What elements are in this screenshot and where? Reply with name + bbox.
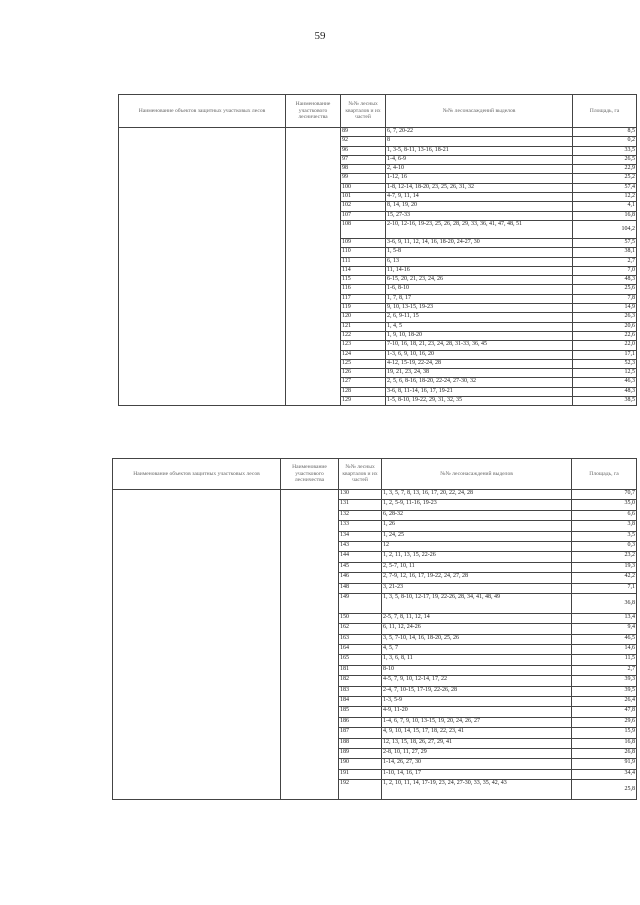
allotments-list: 8-10 [382,665,572,675]
quarter-number: 116 [341,285,386,294]
allotments-list: 1-12, 16 [386,174,573,183]
area-value: 46,5 [572,634,637,644]
area-value: 91,9 [572,759,637,769]
area-value: 34,4 [572,769,637,779]
quarter-number: 122 [341,331,386,340]
quarter-number: 99 [341,174,386,183]
quarter-number: 132 [339,510,382,520]
allotments-list: 3-6, 9, 11, 12, 14, 16, 18-20, 24-27, 30 [386,238,573,247]
quarter-number: 107 [341,211,386,220]
area-value: 9,4 [572,624,637,634]
area-value: 16,8 [573,211,637,220]
area-value: 0,3 [572,541,637,551]
quarter-number: 162 [339,624,382,634]
allotments-list: 6, 11, 12, 24-26 [382,624,572,634]
allotments-list: 3, 21-23 [382,583,572,593]
quarter-number: 127 [341,378,386,387]
table-row [119,128,637,137]
area-value: 25,2 [573,174,637,183]
quarter-number: 111 [341,257,386,266]
quarter-number: 143 [339,541,382,551]
area-value: 6,6 [572,510,637,520]
allotments-list: 6, 13 [386,257,573,266]
area-value: 22,6 [573,331,637,340]
area-value: 39,3 [572,676,637,686]
object-name-cell [113,490,281,800]
quarter-number: 126 [341,369,386,378]
allotments-list: 1-4, 6, 7, 9, 10, 13-15, 19, 20, 24, 26, 27 [382,717,572,727]
header-area: Площадь, га [572,459,637,490]
area-value: 15,9 [572,728,637,738]
area-value: 23,2 [572,552,637,562]
allotments-list: 6, 28-32 [382,510,572,520]
quarter-number: 96 [341,146,386,155]
allotments-list: 1, 9, 10, 18-20 [386,331,573,340]
allotments-list: 1, 3, 5, 8-10, 12-17, 19, 22-26, 28, 34, 41, 48, 49 [382,593,572,613]
area-value: 38,1 [573,248,637,257]
quarter-number: 108 [341,220,386,238]
allotments-list: 3, 5, 7-10, 14, 16, 18-20, 25, 26 [382,634,572,644]
allotments-list: 2-8, 10, 11, 27, 29 [382,748,572,758]
allotments-list: 1-4, 6-9 [386,155,573,164]
quarter-number: 145 [339,562,382,572]
area-value: 22,9 [573,165,637,174]
allotments-list: 1, 3, 6, 8, 11 [382,655,572,665]
quarter-number: 121 [341,322,386,331]
area-value: 39,5 [572,686,637,696]
area-value: 7,0 [573,266,637,275]
area-value: 26,8 [572,748,637,758]
area-value: 70,7 [572,490,637,500]
quarter-number: 131 [339,500,382,510]
quarter-number: 125 [341,359,386,368]
area-value: 36,8 [572,593,637,613]
allotments-list: 4, 5, 7 [382,645,572,655]
quarter-number: 123 [341,341,386,350]
allotments-list: 2, 4-10 [386,165,573,174]
header-object-name: Наименование объектов защитных участковых лесов [119,95,286,128]
quarter-number: 97 [341,155,386,164]
area-value: 13,4 [572,613,637,623]
allotments-list: 1, 26 [382,521,572,531]
allotments-list: 9, 10, 13-15, 19-23 [386,304,573,313]
allotments-list: 6, 7, 20-22 [386,128,573,137]
quarter-number: 163 [339,634,382,644]
area-value: 57,5 [573,238,637,247]
allotments-list: 2, 6, 9-11, 15 [386,313,573,322]
page-number: 59 [314,30,326,42]
allotments-list: 1-3, 5-9 [382,697,572,707]
allotments-list: 2, 7-9, 12, 16, 17, 19-22, 24, 27, 28 [382,573,572,583]
allotments-list: 1, 7, 8, 17 [386,294,573,303]
allotments-list: 1-3, 6, 9, 10, 16, 20 [386,350,573,359]
allotments-list: 8, 14, 19, 20 [386,202,573,211]
quarter-number: 150 [339,613,382,623]
area-value: 57,4 [573,183,637,192]
allotments-list: 19, 21, 23, 24, 38 [386,369,573,378]
forest-table-1 [118,94,637,406]
header-area: Площадь, га [573,95,637,128]
area-value: 12,2 [573,193,637,202]
quarter-number: 110 [341,248,386,257]
allotments-list: 1, 3, 5, 7, 8, 13, 16, 17, 20, 22, 24, 28 [382,490,572,500]
forest-table-2 [112,458,637,800]
quarter-number: 115 [341,276,386,285]
allotments-list: 12, 13, 15, 18, 26, 27, 29, 41 [382,738,572,748]
district-cell [286,128,341,406]
quarter-number: 184 [339,697,382,707]
quarter-number: 165 [339,655,382,665]
allotments-list: 2, 5-7, 10, 11 [382,562,572,572]
area-value: 104,2 [573,220,637,238]
quarter-number: 183 [339,686,382,696]
header-district: Наименование участкового лесничества [281,459,339,490]
area-value: 17,1 [573,350,637,359]
header-district: Наименование участкового лесничества [286,95,341,128]
allotments-list: 15, 27-33 [386,211,573,220]
area-value: 14,6 [572,645,637,655]
allotments-list: 1-14, 26, 27, 30 [382,759,572,769]
area-value: 26,3 [573,313,637,322]
quarter-number: 187 [339,728,382,738]
quarter-number: 181 [339,665,382,675]
area-value: 7,1 [572,583,637,593]
quarter-number: 164 [339,645,382,655]
quarter-number: 191 [339,769,382,779]
area-value: 46,3 [573,378,637,387]
header-allotments: №№ лесонасаждений выделов [382,459,572,490]
area-value: 3,5 [572,531,637,541]
area-value: 42,2 [572,573,637,583]
quarter-number: 144 [339,552,382,562]
quarter-number: 186 [339,717,382,727]
object-name-cell [119,128,286,406]
area-value: 19,3 [572,562,637,572]
quarter-number: 120 [341,313,386,322]
allotments-list: 1, 4, 5 [386,322,573,331]
area-value: 14,9 [573,304,637,313]
quarter-number: 114 [341,266,386,275]
quarter-number: 98 [341,165,386,174]
area-value: 26,4 [572,697,637,707]
quarter-number: 182 [339,676,382,686]
area-value: 2,7 [572,665,637,675]
header-quarters: №№ лесных кварталов и их частей [339,459,382,490]
allotments-list: 4-9, 11-20 [382,707,572,717]
area-value: 52,3 [573,359,637,368]
area-value: 3,8 [572,521,637,531]
allotments-list: 8 [386,137,573,146]
allotments-list: 6-15, 20, 21, 23, 24, 26 [386,276,573,285]
area-value: 2,7 [573,257,637,266]
allotments-list: 1-8, 12-14, 18-20, 23, 25, 26, 31, 32 [386,183,573,192]
allotments-list: 1, 3-5, 8-11, 13-16, 18-21 [386,146,573,155]
district-cell [281,490,339,800]
area-value: 33,5 [573,146,637,155]
allotments-list: 2-5, 7, 8, 11, 12, 14 [382,613,572,623]
quarter-number: 119 [341,304,386,313]
allotments-list: 1-6, 8-10 [386,285,573,294]
allotments-list: 11, 14-16 [386,266,573,275]
quarter-number: 189 [339,748,382,758]
allotments-list: 2, 5, 6, 8-16, 18-20, 22-24, 27-30, 32 [386,378,573,387]
allotments-list: 4-7, 9, 11, 14 [386,193,573,202]
quarter-number: 188 [339,738,382,748]
quarter-number: 92 [341,137,386,146]
allotments-list: 1, 2, 10, 11, 14, 17-19, 23, 24, 27-30, 33, 35, 42, 43 [382,780,572,800]
area-value: 7,8 [573,294,637,303]
allotments-list: 4, 9, 10, 14, 15, 17, 18, 22, 23, 41 [382,728,572,738]
area-value: 20,6 [573,322,637,331]
area-value: 29,6 [572,717,637,727]
quarter-number: 190 [339,759,382,769]
area-value: 26,5 [573,155,637,164]
quarter-number: 129 [341,397,386,406]
area-value: 35,0 [572,500,637,510]
quarter-number: 117 [341,294,386,303]
quarter-number: 133 [339,521,382,531]
header-quarters: №№ лесных кварталов и их частей [341,95,386,128]
area-value: 25,6 [573,285,637,294]
allotments-list: 1, 2, 11, 13, 15, 22-26 [382,552,572,562]
table-row [113,490,637,500]
allotments-list: 2-10, 12-16, 19-23, 25, 26, 28, 29, 33, 36, 41, 47, 48, 51 [386,220,573,238]
allotments-list: 4-5, 7, 9, 10, 12-14, 17, 22 [382,676,572,686]
area-value: 4,1 [573,202,637,211]
quarter-number: 124 [341,350,386,359]
quarter-number: 192 [339,780,382,800]
header-object-name: Наименование объектов защитных участковых лесов [113,459,281,490]
allotments-list: 1, 2, 5-9, 11-16, 19-23 [382,500,572,510]
quarter-number: 185 [339,707,382,717]
quarter-number: 134 [339,531,382,541]
area-value: 8,5 [573,128,637,137]
quarter-number: 102 [341,202,386,211]
allotments-list: 1, 5-8 [386,248,573,257]
quarter-number: 148 [339,583,382,593]
quarter-number: 130 [339,490,382,500]
allotments-list: 7-10, 16, 18, 21, 23, 24, 28, 31-33, 36, 45 [386,341,573,350]
area-value: 38,5 [573,397,637,406]
quarter-number: 100 [341,183,386,192]
allotments-list: 4-12, 15-19, 22-24, 28 [386,359,573,368]
allotments-list: 1-10, 14, 16, 17 [382,769,572,779]
quarter-number: 128 [341,387,386,396]
area-value: 25,8 [572,780,637,800]
area-value: 16,8 [572,738,637,748]
area-value: 0,2 [573,137,637,146]
quarter-number: 146 [339,573,382,583]
quarter-number: 89 [341,128,386,137]
allotments-list: 12 [382,541,572,551]
area-value: 11,5 [572,655,637,665]
area-value: 12,5 [573,369,637,378]
quarter-number: 149 [339,593,382,613]
allotments-list: 2-4, 7, 10-15, 17-19, 22-26, 28 [382,686,572,696]
allotments-list: 3-6, 8, 11-14, 16, 17, 19-21 [386,387,573,396]
area-value: 22,0 [573,341,637,350]
allotments-list: 1, 24, 25 [382,531,572,541]
area-value: 47,8 [572,707,637,717]
header-allotments: №№ лесонасаждений выделов [386,95,573,128]
allotments-list: 1-5, 8-10, 19-22, 29, 31, 32, 35 [386,397,573,406]
quarter-number: 109 [341,238,386,247]
area-value: 48,3 [573,276,637,285]
quarter-number: 101 [341,193,386,202]
area-value: 48,3 [573,387,637,396]
